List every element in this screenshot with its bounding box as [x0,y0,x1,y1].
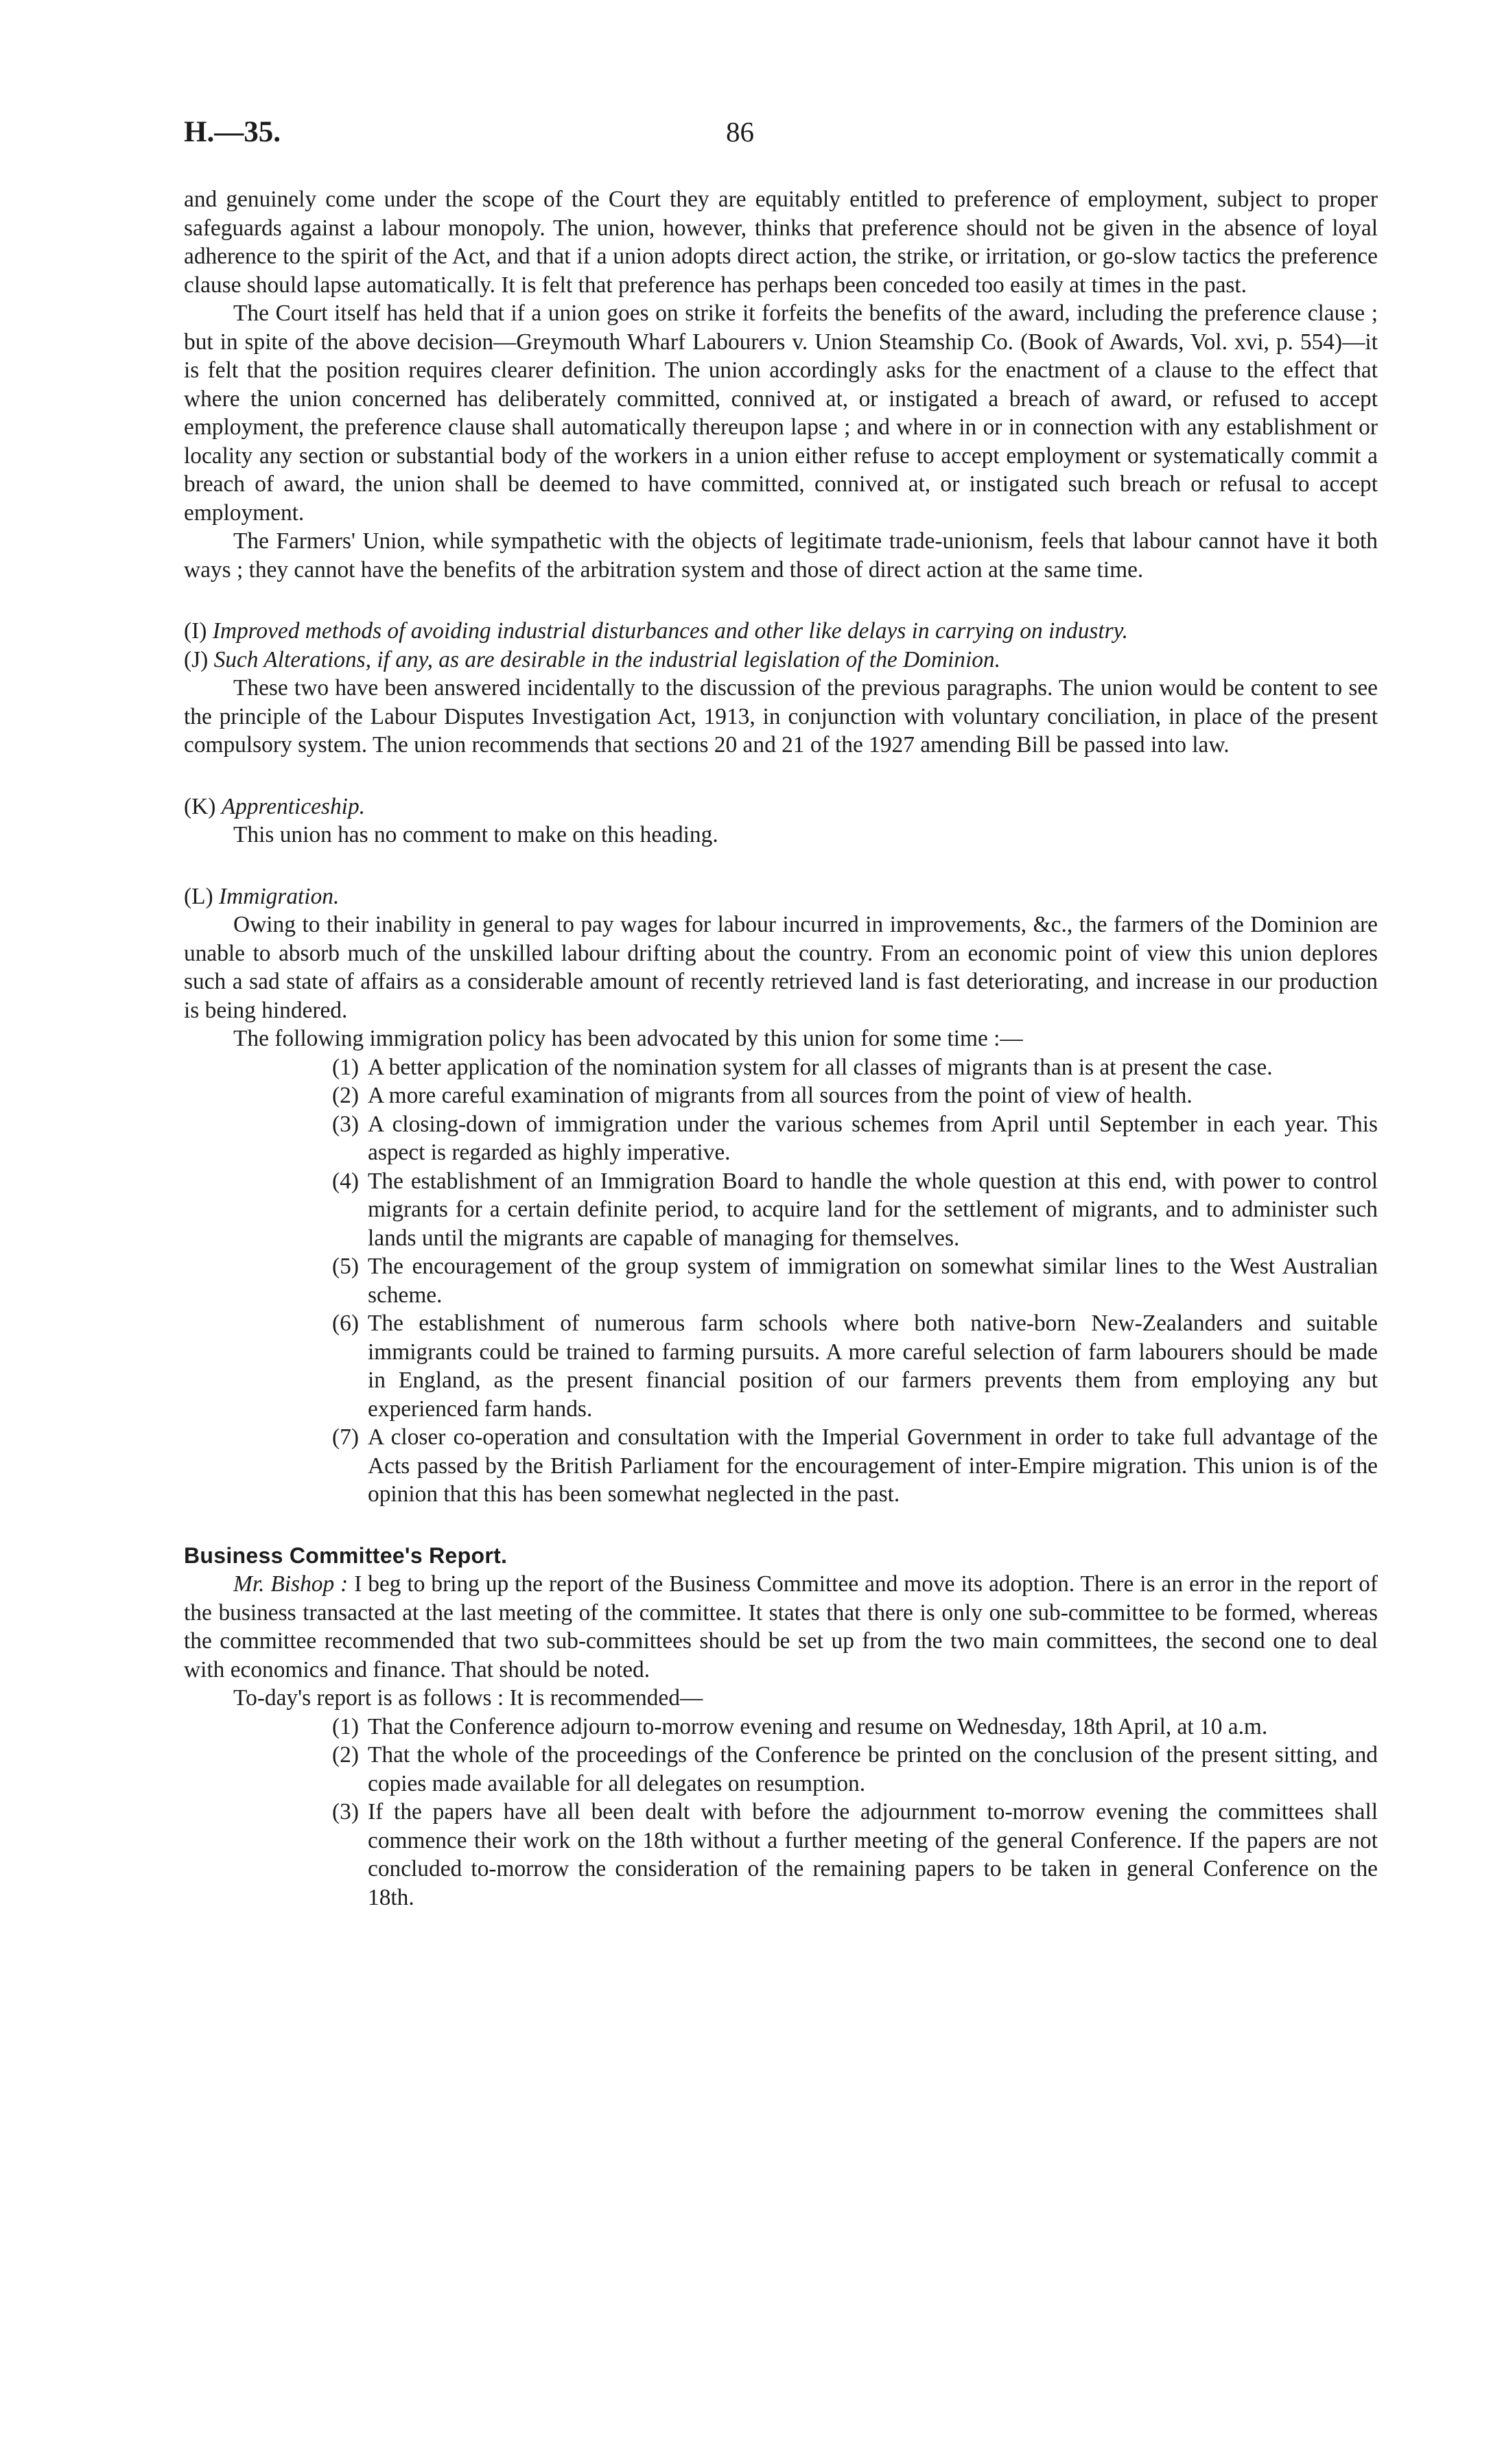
list-item [184,1252,1378,1309]
business-committee-title: Business Committee's Report. [184,1542,508,1568]
list-number: (2) [332,1083,359,1108]
list-text: That the whole of the proceedings of the Conference be printed on the conclusion of the present sitting, and copies made available for all delegates on resumption. [368,1742,1378,1796]
list-item [184,1081,1378,1110]
spacer [184,760,1378,793]
list-number: (4) [332,1168,359,1194]
list-text: A closing-down of immigration under the various schemes from April until September in each year. This aspect is regarded as highly imperative. [368,1111,1378,1165]
paragraph: These two have been answered incidentally to the discussion of the previous paragraphs. The union would be content to see the principle of the Labour Disputes Investigation Act, 1913, in conjunction with voluntary conciliation, in place of the present compulsory system. The union recommends that sections 20 and 21 of the 1927 amending Bill be passed into law. [184,675,1378,758]
paragraph: The Court itself has held that if a union goes on strike it forfeits the benefits of the award, including the preference clause ; but in spite of the above decision—Greymouth Wharf Labourers v. Union Steamship Co. (Book of Awards, Vol. xvi, p. 554)—it is felt that the position requires clearer definition. The union accordingly asks for the enactment of a clause to the effect that where the union concerned has deliberately committed, connived at, or instigated a breach of award, or refused to accept employment, the preference clause shall automatically thereupon lapse ; and where in or in connection with any establishment or locality any section or substantial body of the workers in a union either refuse to accept employment or systematically commit a breach of award, the union shall be deemed to have committed, connived at, or instigated such breach or refusal to accept employment. [184,301,1378,526]
list-item [184,1309,1378,1423]
list-text: The encouragement of the group system of immigration on somewhat similar lines to the West Australian scheme. [368,1254,1378,1308]
paragraph: This union has no comment to make on this heading. [233,822,718,847]
paragraph: The Farmers' Union, while sympathetic with the objects of legitimate trade-unionism, feels that labour cannot have it both ways ; they cannot have the benefits of the arbitration system and those of direct action at the same time. [184,528,1378,583]
document-code: H.—35. [184,116,281,148]
list-item [184,1798,1378,1912]
list-number: (6) [332,1311,359,1336]
paragraph: The following immigration policy has been advocated by this union for some time :— [233,1026,1023,1051]
list-item [184,1110,1378,1167]
section-title: Such Alterations, if any, as are desirable in the industrial legislation of the Dominion. [213,646,1000,672]
section-title: Apprenticeship. [221,793,365,819]
spacer [184,584,1378,617]
section-heading-l [184,882,1378,911]
paragraph: To-day's report is as follows : It is recommended— [233,1685,703,1711]
spacer [184,1509,1378,1542]
page-number: 86 [726,116,754,148]
list-number: (1) [332,1713,359,1739]
list-text: The establishment of numerous farm schools where both native-born New-Zealanders and suitable immigrants could be trained to farming pursuits. A more careful selection of farm labourers should be made in England, as the present financial position of our farmers prevents them from employing any but experienced farm hands. [368,1311,1378,1422]
list-number: (5) [332,1254,359,1279]
list-text: A better application of the nomination system for all classes of migrants than is at present the case. [368,1054,1273,1080]
page-header [0,115,1491,156]
list-item [184,1713,1378,1741]
section-label: (I) [184,618,207,644]
section-title: Improved methods of avoiding industrial disturbances and other like delays in carrying on industry. [212,618,1128,644]
speaker-name: Mr. Bishop : [233,1571,349,1597]
section-heading-k [184,793,1378,821]
recommendations-list [184,1713,1378,1912]
list-text: A closer co-operation and consultation with the Imperial Government in order to take full advantage of the Acts passed by the British Parliament for the encouragement of inter-Empire migration. This union is of the opinion that this has been somewhat neglected in the past. [368,1424,1378,1507]
list-item [184,1167,1378,1253]
list-number: (7) [332,1424,359,1450]
section-heading-j [184,646,1378,674]
list-item [184,1741,1378,1798]
immigration-policy-list [184,1053,1378,1509]
section-label: (J) [184,646,209,672]
list-number: (2) [332,1742,359,1768]
spacer [184,849,1378,882]
list-item [184,1423,1378,1509]
list-item [184,1053,1378,1082]
list-number: (3) [332,1111,359,1137]
section-heading-i [184,617,1378,646]
paragraph: and genuinely come under the scope of the Court they are equitably entitled to preference of employment, subject to proper safeguards against a labour monopoly. The union, however, thinks that preference should not be given in the absence of loyal adherence to the spirit of the Act, and that if a union adopts direct action, the strike, or irritation, or go-slow tactics the preference clause should lapse automatically. It is felt that preference has perhaps been conceded too easily at times in the past. [184,187,1378,298]
section-label: (K) [184,793,216,819]
page-body [184,185,1378,1912]
speech-paragraph [184,1570,1378,1684]
list-number: (1) [332,1054,359,1080]
list-text: A more careful examination of migrants from all sources from the point of view of health. [368,1083,1193,1108]
list-text: The establishment of an Immigration Board to handle the whole question at this end, with power to control migrants for a certain definite period, to acquire land for the settlement of migrants, and to administer such lands until the migrants are capable of managing for themselves. [368,1168,1378,1251]
speech-text: I beg to bring up the report of the Business Committee and move its adoption. There is an error in the report of the business transacted at the last meeting of the committee. It states that there is only one sub-committee to be formed, whereas the committee recommended that two sub-committees should be set up from the two main committees, the second one to deal with economics and finance. That should be noted. [184,1571,1378,1682]
list-number: (3) [332,1799,359,1824]
paragraph: Owing to their inability in general to pay wages for labour incurred in improvements, &c., the farmers of the Dominion are unable to absorb much of the unskilled labour drifting about the country. From an economic point of view this union deplores such a sad state of affairs as a considerable amount of recently retrieved land is fast deteriorating, and increase in our production is being hindered. [184,912,1378,1023]
section-title: Immigration. [219,883,340,909]
section-label: (L) [184,883,213,909]
list-text: If the papers have all been dealt with before the adjournment to-morrow evening the committees shall commence their work on the 18th without a further meeting of the general Conference. If the papers are not concluded to-morrow the consideration of the remaining papers to be taken in general Conference on the 18th. [368,1799,1378,1910]
list-text: That the Conference adjourn to-morrow evening and resume on Wednesday, 18th April, at 10 a.m. [368,1713,1268,1739]
